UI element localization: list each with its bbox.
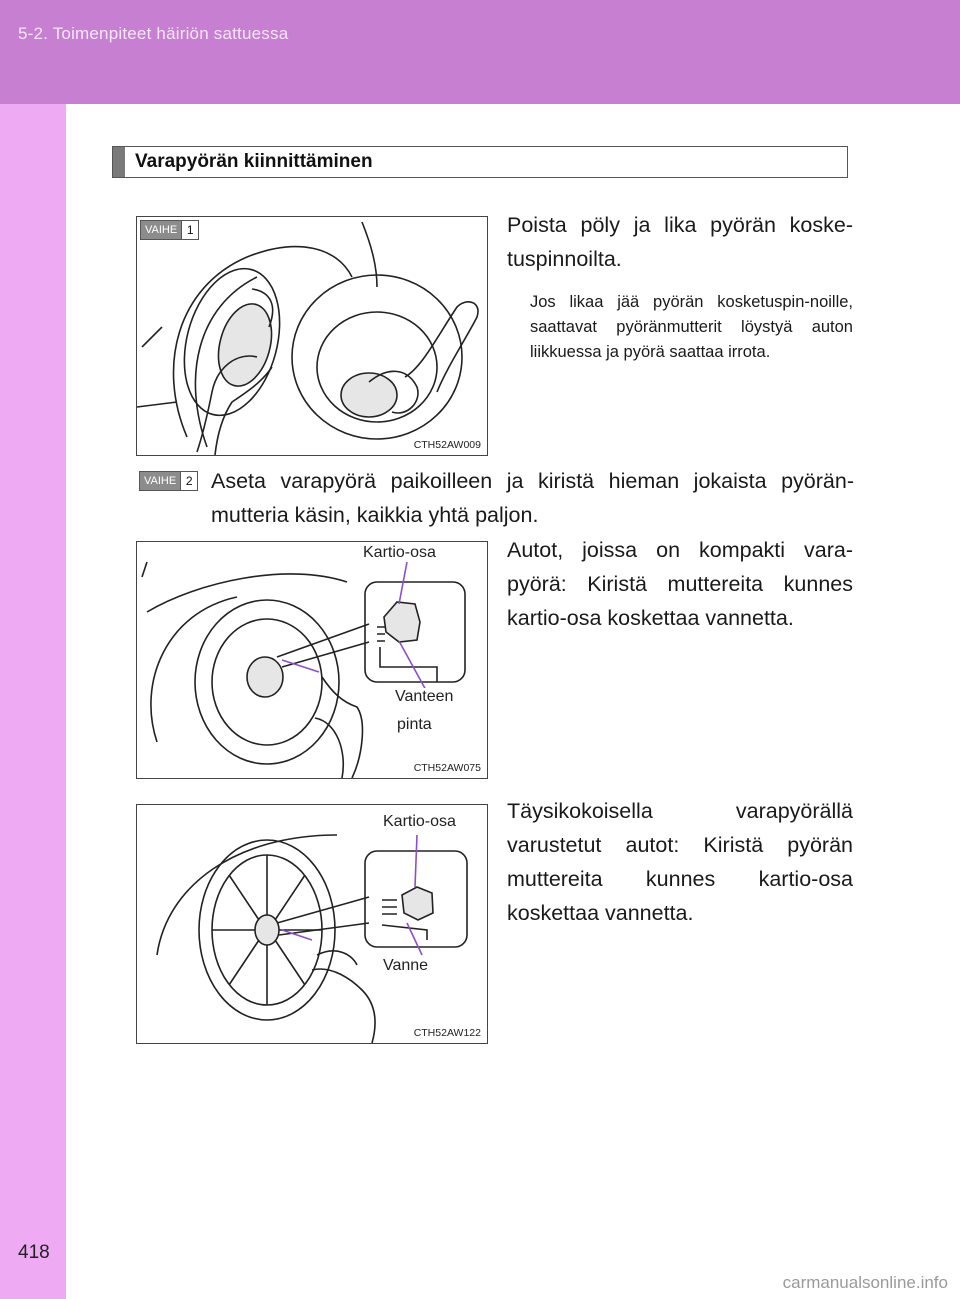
chapter-header [0,0,960,104]
side-margin-band [0,104,66,1299]
heading-bar [113,147,125,177]
step-badge-2 [139,471,198,491]
section-heading [112,146,848,178]
step1-instruction: Poista pöly ja lika pyörän koske-tuspinnoilta. [507,213,853,271]
figure-code: CTH52AW122 [413,1027,481,1039]
step-badge-word: VAIHE [141,221,181,239]
fullsize-spare-illustration [137,805,487,1043]
step-badge-number: 2 [180,472,197,490]
label-rim-surface-line2: pinta [397,716,432,733]
label-rim: Vanne [383,957,429,974]
figure-fullsize-spare [136,804,488,1044]
step-badge-1 [140,220,199,240]
watermark: carmanualsonline.info [782,1273,948,1292]
step1-note: Jos likaa jää pyörän kosketuspin-noille, saattavat pyöränmutterit löystyä auton liikkuessa ja pyörä saattaa irrota. [530,293,853,361]
step2-instruction: Aseta varapyörä paikoilleen ja kiristä hieman jokaista pyörän-mutteria käsin, kaikkia yhtä paljon. [211,469,854,527]
step-badge-number: 1 [181,221,198,239]
figure-code: CTH52AW075 [413,762,481,774]
figure-code: CTH52AW009 [413,439,481,451]
label-cone-part: Kartio-osa [363,544,436,561]
page-number: 418 [18,1242,50,1263]
fullsize-spare-instruction: Täysikokoisella varapyörällä varustetut autot: Kiristä pyörän muttereita kunnes kartio-osa koskettaa vannetta. [507,799,853,925]
compact-spare-instruction: Autot, joissa on kompakti vara-pyörä: Kiristä muttereita kunnes kartio-osa koskettaa vannetta. [507,538,853,630]
compact-spare-illustration [137,542,487,778]
wheel-cleaning-illustration [137,217,487,455]
figure-clean-wheel [136,216,488,456]
step-badge-word: VAIHE [140,472,180,490]
figure-compact-spare [136,541,488,779]
chapter-title: 5-2. Toimenpiteet häiriön sattuessa [18,24,289,43]
label-rim-surface-line1: Vanteen [395,688,454,705]
label-cone-part: Kartio-osa [383,813,456,830]
section-title: Varapyörän kiinnittäminen [135,151,373,172]
